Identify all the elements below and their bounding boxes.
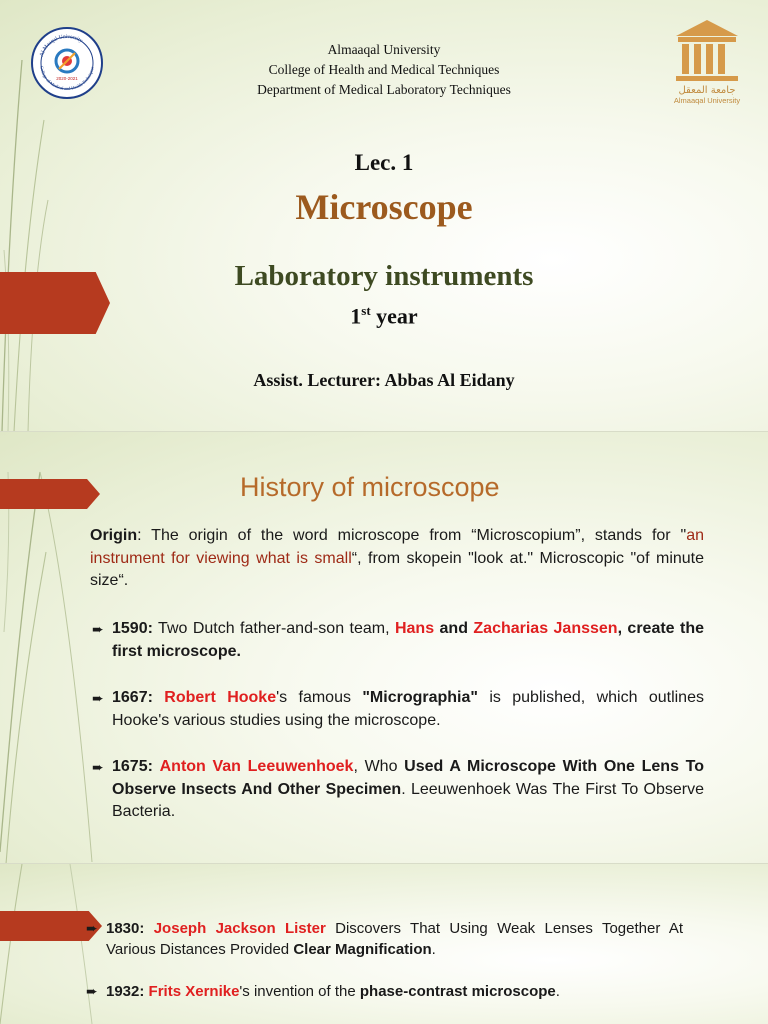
right-arrow-bullet-icon: ➨ (86, 920, 98, 936)
logo-arabic-text: جامعة المعقل (678, 85, 736, 96)
history-bullet-1932: ➨ 1932: Frits Xernike's invention of the phase-contrast microscope. (86, 983, 560, 1000)
right-arrow-bullet-icon: ➨ (92, 690, 104, 706)
history-bullet-1590: ➨ 1590: Two Dutch father-and-son team, Hans and Zacharias Janssen, create the first microscope. (92, 620, 704, 660)
slide-subtitle: Laboratory instruments (234, 260, 534, 292)
university-logo (664, 16, 750, 106)
logo-bottom-text: College of Medical and Health Techniques (39, 65, 95, 92)
logo-years: 2020-2021 (56, 76, 78, 81)
right-arrow-bullet-icon: ➨ (92, 759, 104, 775)
department-name: Department of Medical Laboratory Techniques (257, 82, 511, 97)
section-heading: History of microscope (240, 472, 500, 502)
lecture-number: Lec. 1 (354, 150, 414, 175)
year-label (0, 303, 768, 329)
slide-title: Microscope (295, 187, 473, 227)
title-slide (0, 0, 768, 432)
logo-top-text: Al Maaqal University (38, 33, 84, 58)
timeline-slide (0, 864, 768, 1024)
year-suffix: st (361, 303, 371, 318)
history-slide (0, 432, 768, 864)
right-arrow-bullet-icon: ➨ (92, 621, 104, 637)
right-arrow-bullet-icon: ➨ (86, 983, 98, 999)
history-bullet-1830: ➨ 1830: Joseph Jackson Lister Discovers That Using Weak Lenses Together At Various Distances Provided Clear Magnification. (86, 920, 683, 958)
origin-paragraph: Origin: The origin of the word microscope from “Microscopium”, stands for "an instrument for viewing what is small“, from skopein "look at." Microscopic "of minute size“. (90, 527, 705, 589)
year-word: year (370, 303, 418, 329)
logo-english-text: Almaaqal University (673, 96, 741, 105)
university-name: Almaaqal University (327, 42, 441, 57)
history-bullet-1667: ➨ 1667: Robert Hooke's famous "Micrographia" is published, which outlines Hooke's various studies using the microscope. (92, 689, 704, 729)
year-number: 1 (350, 303, 362, 329)
history-bullet-1675: ➨ 1675: Anton Van Leeuwenhoek, Who Used A Microscope With One Lens To Observe Insects And Other Specimen. Leeuwenhoek Was The First To Observe Bacteria. (92, 758, 705, 820)
red-arrow-marker (0, 479, 100, 509)
college-name: College of Health and Medical Techniques (268, 62, 500, 77)
lecturer-name: Assist. Lecturer: Abbas Al Eidany (253, 370, 515, 390)
